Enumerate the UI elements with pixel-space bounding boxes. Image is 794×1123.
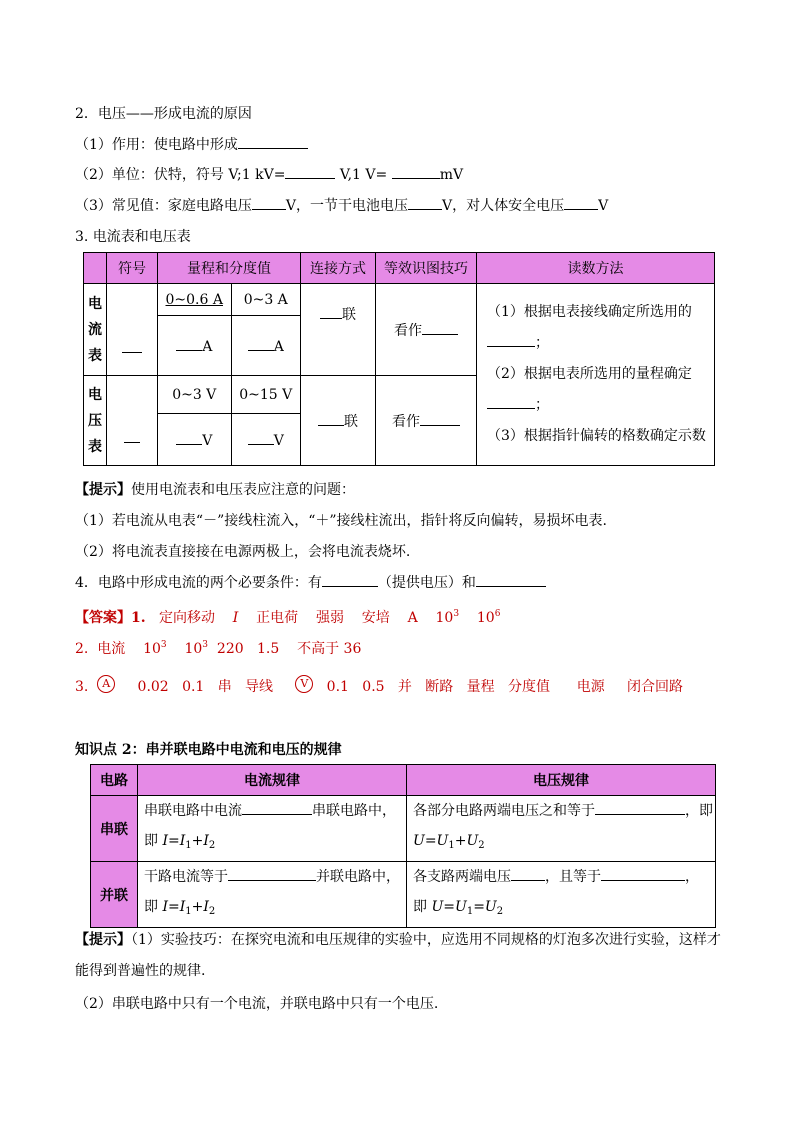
section2-line3: （3）常见值：家庭电路电压 V，一节干电池电压 V，对人体安全电压 V	[75, 195, 608, 216]
parallel-label: 并联	[91, 862, 138, 928]
th-voltage: 电压规律	[407, 765, 716, 796]
section2-title: 2．电压——形成电流的原因	[75, 106, 252, 122]
reading-method: （1）根据电表接线确定所选用的 ； （2）根据电表所选用的量程确定 ； （3）根据指针偏转的格数确定示数	[477, 284, 715, 466]
ammeter-label: 电 流 表	[84, 284, 107, 376]
th-connect: 连接方式	[301, 253, 376, 284]
th-circuit: 电路	[91, 765, 138, 796]
tip1-line2: （2）将电流表直接接在电源两极上，会将电流表烧坏.	[75, 544, 411, 560]
th-empty	[84, 253, 107, 284]
series-label: 串联	[91, 796, 138, 862]
ammeter-range2: 0~3 A	[231, 284, 301, 316]
th-current: 电流规律	[138, 765, 407, 796]
ammeter-view: 看作	[376, 284, 477, 376]
ammeter-div2: A	[231, 316, 301, 376]
voltmeter-connect: 联	[301, 376, 376, 466]
voltmeter-view: 看作	[376, 376, 477, 466]
voltmeter-div1: V	[158, 414, 232, 466]
parallel-current: 干路电流等于 并联电路中， 即 $I=I_1+I_2$	[138, 862, 407, 928]
section2-line2: （2）单位：伏特，符号 V;1 kV= V,1 V= mV	[75, 164, 463, 185]
blank[interactable]	[392, 164, 440, 179]
voltmeter-symbol-cell[interactable]	[107, 376, 158, 466]
voltmeter-range2: 0~15 V	[231, 376, 301, 414]
voltmeter-div2: V	[231, 414, 301, 466]
th-range: 量程和分度值	[158, 253, 301, 284]
tip1-heading: 【提示】使用电流表和电压表应注意的问题：	[75, 482, 355, 498]
meter-table	[83, 252, 715, 466]
tip1-line1: （1）若电流从电表“－”接线柱流入，“＋”接线柱流出，指针将反向偏转，易损坏电表.	[75, 513, 607, 529]
th-symbol: 符号	[107, 253, 158, 284]
voltmeter-range1: 0~3 V	[158, 376, 232, 414]
ammeter-symbol-cell[interactable]	[107, 284, 158, 376]
ammeter-div1: A	[158, 316, 232, 376]
ammeter-range1: 0~0.6 A	[158, 284, 232, 316]
answer-line2: 2. 电流 $10^3$ $10^3$ 220 1.5 不高于 36	[75, 640, 362, 657]
law-table	[90, 764, 716, 928]
blank[interactable]	[408, 195, 442, 210]
series-voltage: 各部分电路两端电压之和等于 ，即 $U=U_1+U_2$	[407, 796, 716, 862]
th-tip: 等效识图技巧	[376, 253, 477, 284]
answer-line3: 3. A 0.02 0.1 串 导线 V 0.1 0.5 并 断路 量程 分度值 电源 闭合回路	[75, 677, 683, 695]
blank[interactable]	[564, 195, 598, 210]
kp2-title: 知识点 2：串并联电路中电流和电压的规律	[75, 742, 342, 758]
answer-line1: 【答案】1. 定向移动 I 正电荷 强弱 安培 A $10^3$ $10^6$	[75, 609, 501, 626]
tip2-line2: （2）串联电路中只有一个电流，并联电路中只有一个电压.	[75, 996, 439, 1012]
section4-line: 4．电路中形成电流的两个必要条件：有 （提供电压）和	[75, 572, 546, 593]
series-current: 串联电路中电流 串联电路中， 即 $I=I_1+I_2$	[138, 796, 407, 862]
ammeter-connect: 联	[301, 284, 376, 376]
blank[interactable]	[252, 195, 286, 210]
blank[interactable]	[238, 134, 308, 149]
tip2-line1b: 能得到普遍性的规律.	[75, 963, 206, 979]
section2-line1: （1）作用：使电路中形成	[75, 134, 308, 155]
voltmeter-symbol-icon: V	[295, 675, 313, 693]
th-reading: 读数方法	[477, 253, 715, 284]
blank[interactable]	[285, 164, 335, 179]
voltmeter-label: 电 压 表	[84, 376, 107, 466]
tip2-line1: 【提示】（1）实验技巧：在探究电流和电压规律的实验中，应选用不同规格的灯泡多次进行实验，这样才	[75, 932, 721, 948]
section3-title: 3. 电流表和电压表	[75, 229, 191, 245]
parallel-voltage: 各支路两端电压 ，且等于 ， 即 $U=U_1=U_2$	[407, 862, 716, 928]
ammeter-symbol-icon: A	[97, 675, 115, 693]
